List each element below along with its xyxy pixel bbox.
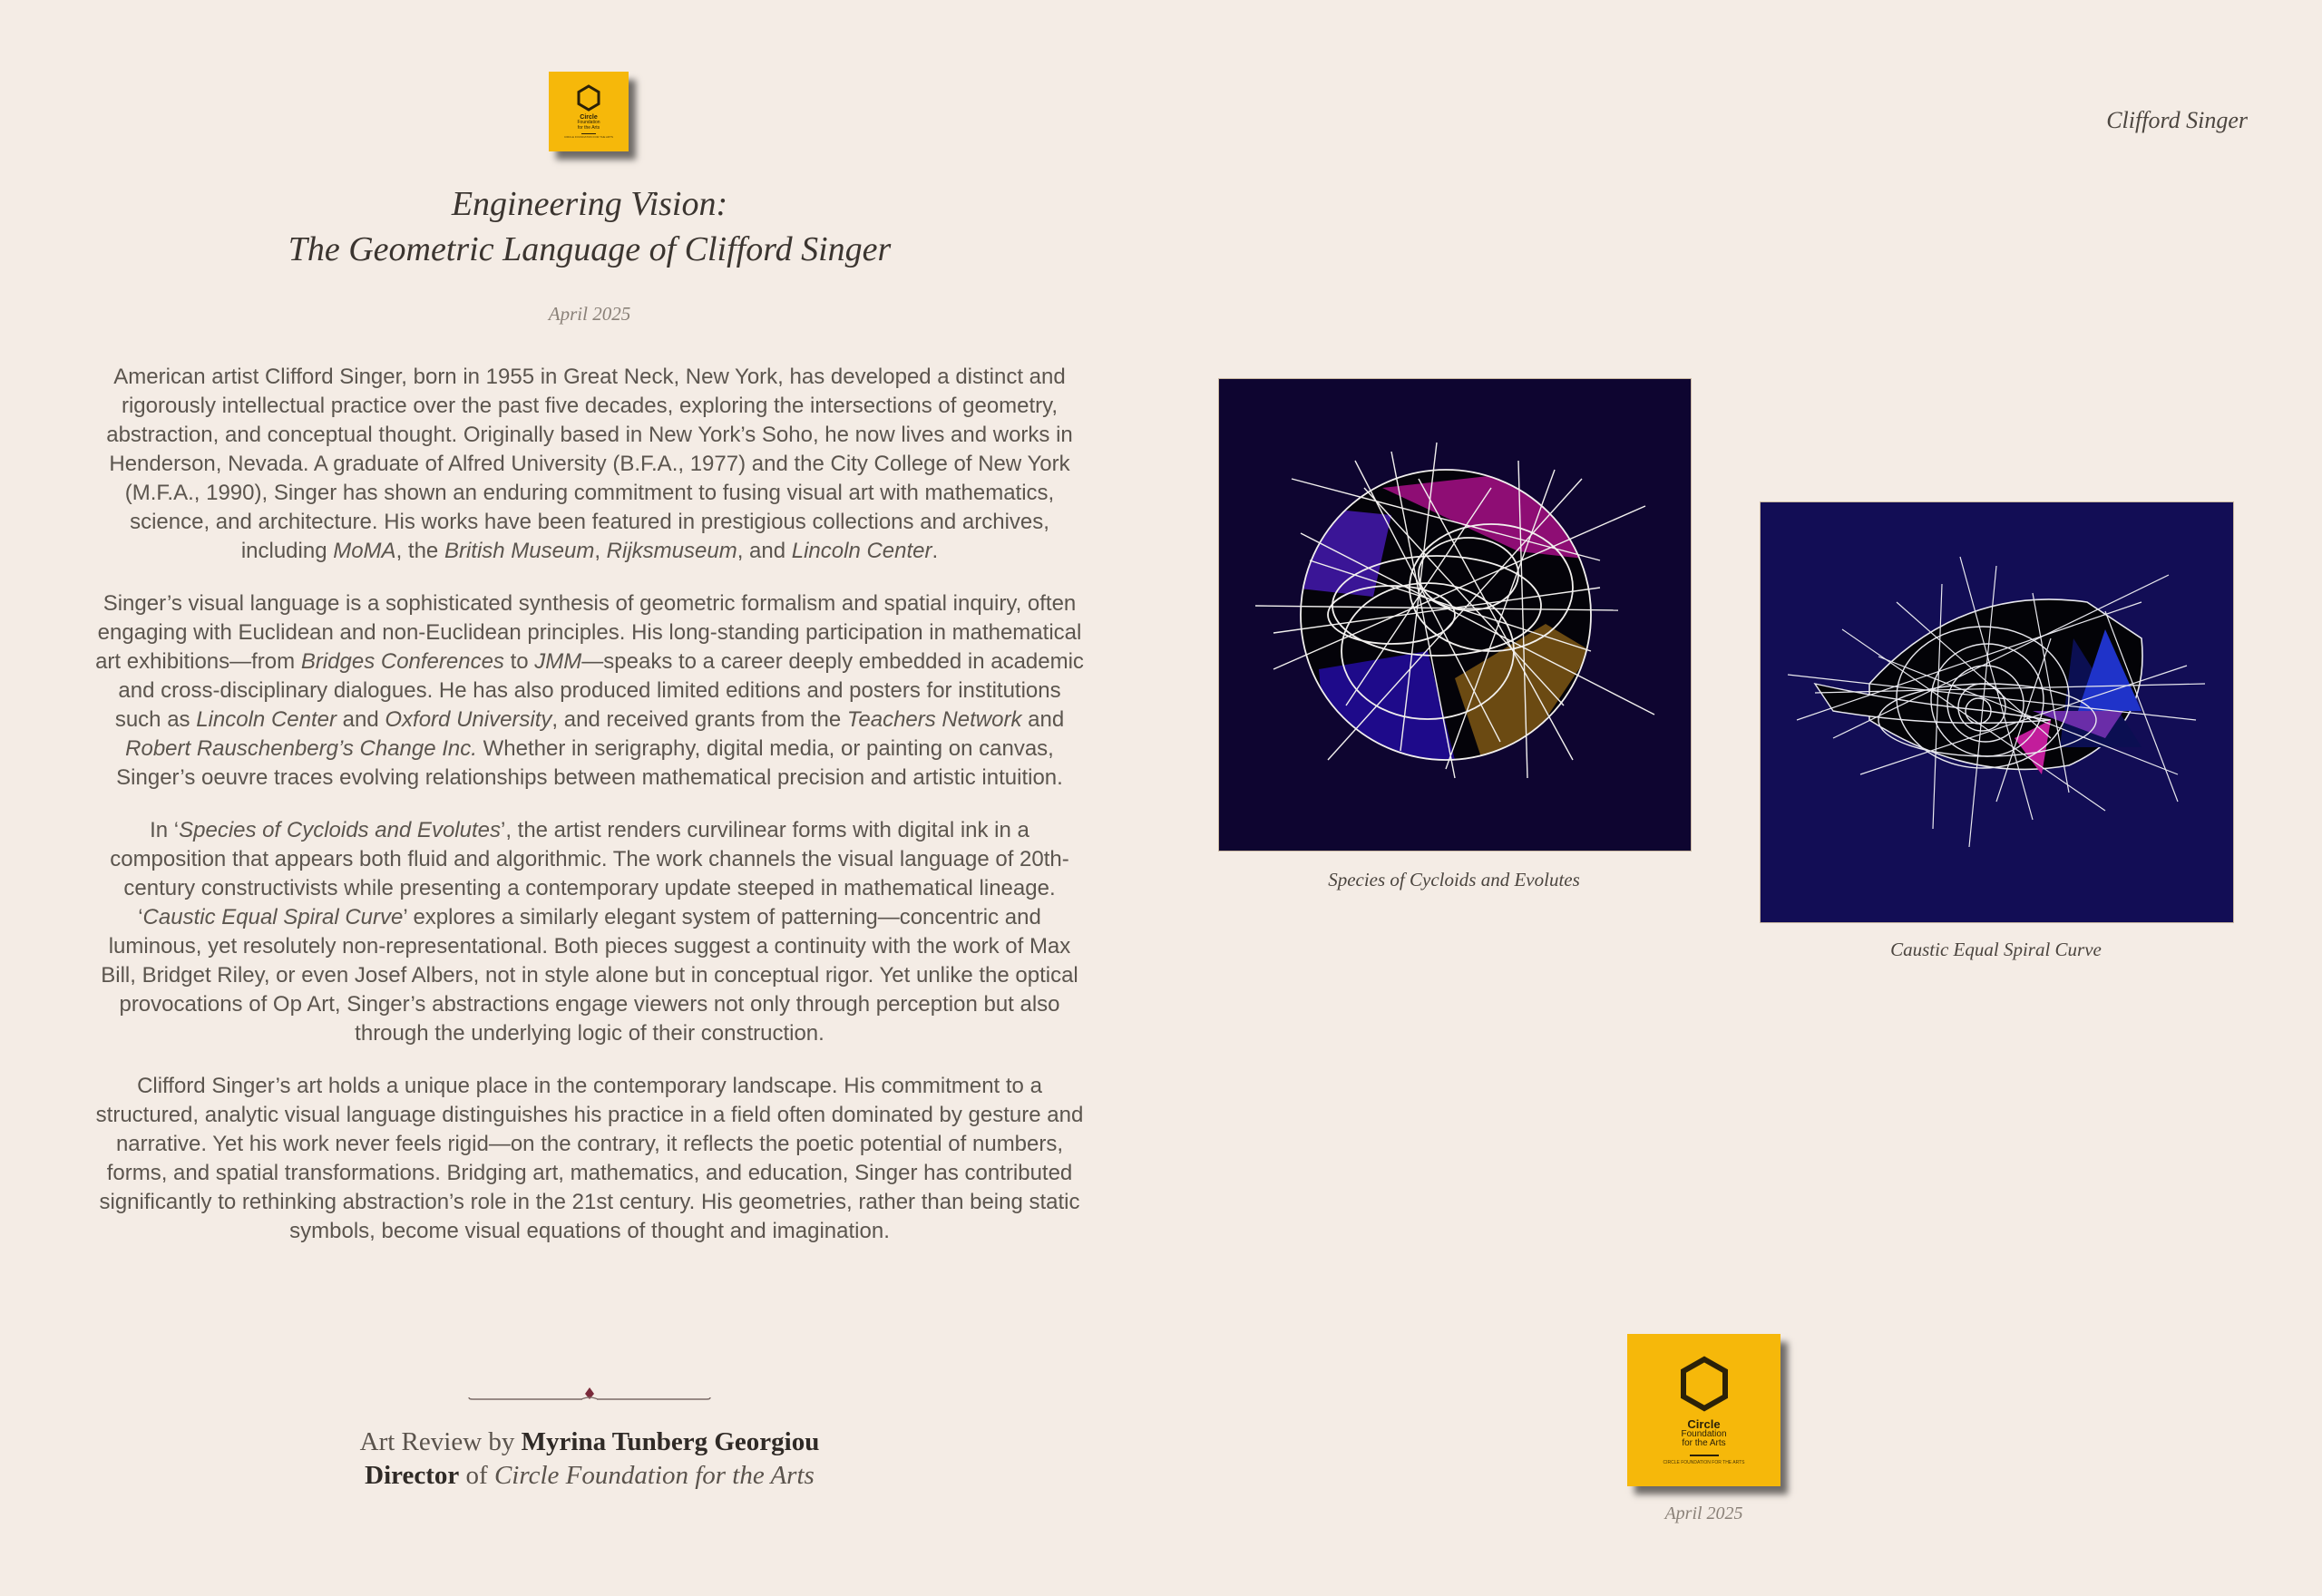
- logo-rule: [1690, 1455, 1719, 1456]
- title-line-2: The Geometric Language of Clifford Singer: [288, 230, 892, 268]
- article-body: [94, 363, 1085, 1270]
- signature-prefix: Art Review by: [359, 1427, 522, 1456]
- review-signature: [227, 1426, 952, 1493]
- paragraph-4: Clifford Singer’s art holds a unique place in the contemporary landscape. His commitment to a structured, analytic visual language distinguishes his practice in a field often dominated by gesture and narrative. Yet his work never feels rigid—on the contrary, it reflects the poetic potential of numbers, forms, and spatial transformations. Bridging art, mathematics, and education, Singer has contributed significantly to rethinking abstraction’s role in the 21st century. His geometries, rather than being static symbols, become visual equations of thought and imagination.: [95, 1074, 1084, 1243]
- italic-text: Lincoln Center: [791, 539, 932, 563]
- italic-text: Bridges Conferences: [300, 649, 504, 674]
- hexagon-icon: [1678, 1356, 1731, 1412]
- text: to: [503, 649, 535, 674]
- publication-date: April 2025: [548, 303, 631, 325]
- artwork-caption: Species of Cycloids and Evolutes: [1328, 869, 1580, 890]
- text: , and: [737, 539, 792, 563]
- text: , the: [395, 539, 444, 563]
- logo-tagline: CIRCLE FOUNDATION FOR THE ARTS: [1663, 1459, 1745, 1465]
- italic-text: Robert Rauschenberg’s Change Inc.: [125, 736, 477, 761]
- logo-subline-2: for the Arts: [1682, 1438, 1726, 1448]
- reviewer-name: Myrina Tunberg Georgiou: [521, 1427, 820, 1456]
- italic-text: Caustic Equal Spiral Curve: [142, 905, 404, 929]
- italic-text: Teachers Network: [846, 707, 1022, 732]
- text: ’, the artist renders curvilinear forms with digital ink in a composition that appears both fluid and algorithmic. The work channels the visual language of 20th-century constructivists while presenting a contemporary update steeped in mathematical lineage. ‘: [110, 818, 1069, 929]
- footer-date: April 2025: [1664, 1504, 1743, 1523]
- artist-name: Clifford Singer: [2106, 107, 2248, 133]
- text: .: [932, 539, 939, 563]
- text: ,: [594, 539, 607, 563]
- artwork-species-of-cycloids: [1218, 378, 1692, 852]
- paragraph-3: [94, 816, 1085, 1048]
- artwork-image: [1761, 502, 2233, 922]
- article-title: [136, 181, 1043, 272]
- logo-subline-1: Foundation: [1681, 1428, 1727, 1439]
- logo-subline-1: Foundation: [577, 120, 600, 126]
- organization-name: Circle Foundation for the Arts: [493, 1461, 815, 1490]
- text: and: [336, 707, 385, 732]
- reviewer-role: Director: [365, 1461, 460, 1490]
- logo-name: Circle: [1687, 1416, 1721, 1431]
- artwork-caption: Caustic Equal Spiral Curve: [1890, 939, 2102, 960]
- paragraph-1: [94, 363, 1085, 566]
- text: Singer’s visual language is a sophisticated synthesis of geometric formalism and spatial inquiry, often engaging with Euclidean and non-Euclidean principles. His long-standing participation in mathematical art exhibitions—from: [95, 591, 1082, 674]
- artwork-image: [1219, 379, 1691, 851]
- text: and: [1021, 707, 1065, 732]
- italic-text: MoMA: [333, 539, 396, 563]
- artwork-caustic-equal-spiral: [1760, 501, 2234, 923]
- italic-text: Rijksmuseum: [606, 539, 737, 563]
- signature-line-1: [227, 1426, 952, 1459]
- circle-foundation-logo: [1627, 1334, 1781, 1486]
- logo-subline-2: for the Arts: [577, 124, 600, 131]
- text: Whether in serigraphy, digital media, or painting on canvas, Singer’s oeuvre traces evolving relationships between mathematical precision and artistic intuition.: [116, 736, 1063, 790]
- italic-text: JMM: [534, 649, 582, 674]
- italic-text: Lincoln Center: [196, 707, 337, 732]
- text: —speaks to a career deeply embedded in academic and cross-disciplinary dialogues. He has also produced limited editions and posters for institutions such as: [114, 649, 1084, 732]
- text: ’ explores a similarly elegant system of patterning—concentric and luminous, yet resolutely non-representational. Both pieces suggest a continuity with the work of Max Bill, Bridget Riley, or even Josef Albers, not in style alone but in conceptual rigor. Yet unlike the optical provocations of Op Art, Singer’s abstractions engage viewers not only through perception but also through the underlying logic of their construction.: [101, 905, 1078, 1046]
- italic-text: British Museum: [444, 539, 595, 563]
- logo-tagline: CIRCLE FOUNDATION FOR THE ARTS: [563, 134, 613, 139]
- ornamental-divider: [467, 1380, 712, 1402]
- title-line-1: Engineering Vision:: [451, 185, 728, 223]
- paragraph-2: [94, 589, 1085, 793]
- signature-line-2: [227, 1459, 952, 1493]
- italic-text: Oxford University: [385, 707, 552, 732]
- text: American artist Clifford Singer, born in 1955 in Great Neck, New York, has developed a distinct and rigorously intellectual practice over the past five decades, exploring the intersections of geometry, abstraction, and conceptual thought. Originally based in New York’s Soho, he now lives and works in Henderson, Nevada. A graduate of Alfred University (B.F.A., 1977) and the City College of New York (M.F.A., 1990), Singer has shown an enduring commitment to fusing visual art with mathematics, science, and architecture. His works have been featured in prestigious collections and archives, including: [106, 365, 1073, 563]
- text: , and received grants from the: [551, 707, 847, 732]
- hexagon-icon: [576, 84, 601, 112]
- italic-text: Species of Cycloids and Evolutes: [179, 818, 501, 842]
- text: of: [459, 1461, 494, 1490]
- circle-foundation-logo: [549, 72, 629, 151]
- text: In ‘: [150, 818, 180, 842]
- logo-rule: [581, 133, 596, 134]
- logo-name: Circle: [580, 114, 598, 122]
